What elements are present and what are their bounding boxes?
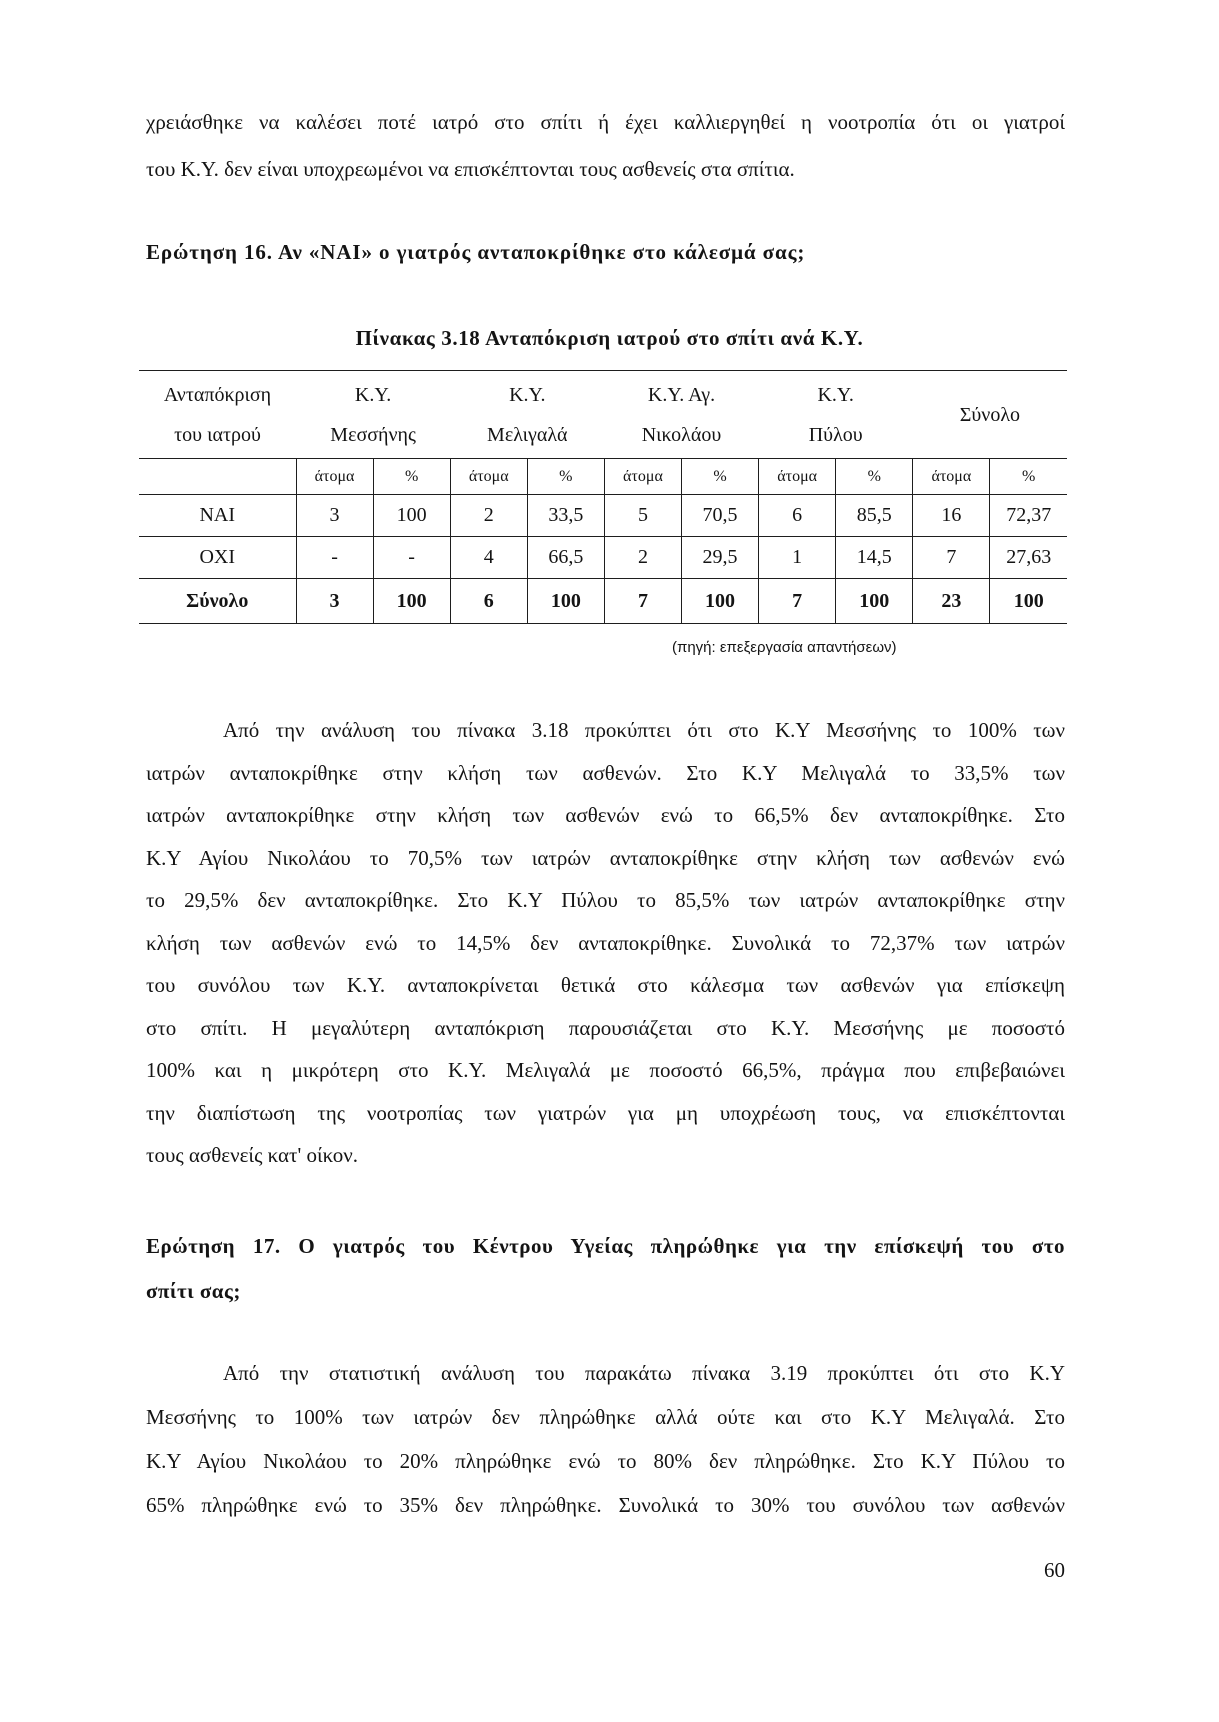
- table-cell: 2: [604, 537, 681, 579]
- table-cell: 27,63: [990, 537, 1067, 579]
- header-text: Κ.Υ.: [509, 383, 546, 406]
- table-row-yes: [139, 495, 1067, 537]
- table-cell: 3: [296, 579, 373, 624]
- paragraph-line: 100% και η μικρότερη στο Κ.Υ. Μελιγαλά με ποσοστό 66,5%, πράγμα που επιβεβαιώνει: [146, 1058, 1065, 1082]
- table-cell: 33,5: [527, 495, 604, 537]
- header-text: Νικολάου: [641, 423, 722, 446]
- table-cell: 66,5: [527, 537, 604, 579]
- subheader-percent: %: [527, 459, 604, 495]
- table-cell: 6: [450, 579, 527, 624]
- table-row-total: [139, 579, 1067, 624]
- table-cell: 3: [296, 495, 373, 537]
- paragraph-line: του συνόλου των Κ.Υ. ανταποκρίνεται θετικά στο κάλεσμα των ασθενών για επίσκεψη: [146, 973, 1065, 997]
- question-line: Ερώτηση 17. Ο γιατρός του Κέντρου Υγείας πληρώθηκε για την επίσκεψή του στο: [146, 1234, 1065, 1258]
- page-number: 60: [1044, 1558, 1065, 1582]
- table-cell: 29,5: [681, 537, 758, 579]
- header-text: Ανταπόκριση: [163, 383, 272, 406]
- table-subheader-row: [139, 459, 1067, 495]
- column-group-header: [296, 371, 450, 459]
- table-cell: -: [373, 537, 450, 579]
- column-group-header: [604, 371, 758, 459]
- paragraph-line: 65% πληρώθηκε ενώ το 35% δεν πληρώθηκε. Συνολικά το 30% του συνόλου των ασθενών: [146, 1493, 1065, 1517]
- intro-paragraph: [146, 99, 1065, 193]
- row-label: Σύνολο: [139, 579, 296, 624]
- question-heading: [146, 1224, 1065, 1314]
- paragraph-line: Από την στατιστική ανάλυση του παρακάτω πίνακα 3.19 προκύπτει ότι στο Κ.Υ: [223, 1361, 1065, 1385]
- table-cell: 72,37: [990, 495, 1067, 537]
- paragraph-line: την διαπίστωση της νοοτροπίας των γιατρών για μη υποχρέωση τους, να επισκέπτονται: [146, 1100, 1065, 1125]
- table-cell: 7: [913, 537, 990, 579]
- question-line: σπίτι σας;: [146, 1279, 241, 1303]
- paragraph-line: στο σπίτι. Η μεγαλύτερη ανταπόκριση παρουσιάζεται στο Κ.Υ. Μεσσήνης με ποσοστό: [146, 1015, 1065, 1040]
- paragraph-line: Μεσσήνης το 100% των ιατρών δεν πληρώθηκε αλλά ούτε και στο Κ.Υ Μελιγαλά. Στο: [146, 1405, 1065, 1429]
- table-source-note: (πηγή: επεξεργασία απαντήσεων): [672, 639, 897, 656]
- analysis-paragraph: [146, 1351, 1065, 1527]
- row-label: ΟΧΙ: [139, 537, 296, 579]
- table-cell: 2: [450, 495, 527, 537]
- table-cell: 1: [759, 537, 836, 579]
- paragraph-line: Κ.Υ Αγίου Νικολάου το 70,5% των ιατρών ανταποκρίθηκε στην κλήση των ασθενών ενώ: [146, 845, 1065, 870]
- table-cell: 100: [681, 579, 758, 624]
- header-text: Κ.Υ. Αγ.: [647, 383, 716, 406]
- header-text: Κ.Υ.: [817, 383, 854, 406]
- row-header-cell: [139, 371, 296, 459]
- table-cell: -: [296, 537, 373, 579]
- subheader-count: άτομα: [296, 459, 373, 495]
- table-row-no: [139, 537, 1067, 579]
- paragraph-line: Κ.Υ Αγίου Νικολάου το 20% πληρώθηκε ενώ το 80% δεν πληρώθηκε. Στο Κ.Υ Πύλου το: [146, 1449, 1065, 1473]
- table-cell: 100: [527, 579, 604, 624]
- paragraph-line: χρειάσθηκε να καλέσει ποτέ ιατρό στο σπίτι ή έχει καλλιεργηθεί η νοοτροπία ότι οι γιατροί: [146, 110, 1065, 134]
- column-group-header: [450, 371, 604, 459]
- column-group-header: [759, 371, 913, 459]
- table-cell: 23: [913, 579, 990, 624]
- table-cell: 4: [450, 537, 527, 579]
- table-cell: 16: [913, 495, 990, 537]
- paragraph-line: κλήση των ασθενών ενώ το 14,5% δεν ανταποκρίθηκε. Συνολικά το 72,37% των ιατρών: [146, 930, 1065, 955]
- subheader-count: άτομα: [759, 459, 836, 495]
- header-text: Πύλου: [808, 423, 863, 446]
- table-cell: 100: [373, 495, 450, 537]
- table-cell: 5: [604, 495, 681, 537]
- table-cell: 14,5: [836, 537, 913, 579]
- subheader-count: άτομα: [913, 459, 990, 495]
- table-cell: 85,5: [836, 495, 913, 537]
- table-cell: 7: [604, 579, 681, 624]
- table-caption: Πίνακας 3.18 Ανταπόκριση ιατρού στο σπίτι ανά Κ.Υ.: [355, 326, 864, 350]
- row-label: ΝΑΙ: [139, 495, 296, 537]
- table-cell: 100: [373, 579, 450, 624]
- paragraph-line: ιατρών ανταποκρίθηκε στην κλήση των ασθενών ενώ το 66,5% δεν ανταποκρίθηκε. Στο: [146, 803, 1065, 827]
- subheader-percent: %: [836, 459, 913, 495]
- header-text: Κ.Υ.: [354, 383, 392, 406]
- header-text: Μελιγαλά: [487, 423, 568, 446]
- paragraph-line: Από την ανάλυση του πίνακα 3.18 προκύπτει ότι στο Κ.Υ Μεσσήνης το 100% των: [223, 718, 1065, 742]
- header-text: Μεσσήνης: [330, 423, 416, 446]
- subheader-percent: %: [681, 459, 758, 495]
- header-text: του ιατρού: [174, 423, 261, 446]
- table-cell: 100: [990, 579, 1067, 624]
- question-heading: Ερώτηση 16. Αν «ΝΑΙ» ο γιατρός ανταποκρίθηκε στο κάλεσμά σας;: [146, 240, 806, 264]
- response-table: [139, 370, 1067, 624]
- subheader-count: άτομα: [450, 459, 527, 495]
- table-cell: 100: [836, 579, 913, 624]
- header-text: Σύνολο: [959, 403, 1021, 426]
- table-header-row: [139, 371, 1067, 459]
- paragraph-line: του Κ.Υ. δεν είναι υποχρεωμένοι να επισκέπτονται τους ασθενείς στα σπίτια.: [146, 157, 795, 181]
- total-column-header: [913, 371, 1067, 459]
- table-cell: 7: [759, 579, 836, 624]
- paragraph-line: το 29,5% δεν ανταποκρίθηκε. Στο Κ.Υ Πύλου το 85,5% των ιατρών ανταποκρίθηκε στην: [146, 888, 1065, 912]
- paragraph-line: ιατρών ανταποκρίθηκε στην κλήση των ασθενών. Στο Κ.Υ Μελιγαλά το 33,5% των: [146, 760, 1065, 785]
- table-cell: 6: [759, 495, 836, 537]
- subheader-percent: %: [373, 459, 450, 495]
- table-cell: 70,5: [681, 495, 758, 537]
- empty-cell: [139, 459, 296, 495]
- subheader-count: άτομα: [604, 459, 681, 495]
- subheader-percent: %: [990, 459, 1067, 495]
- paragraph-line: τους ασθενείς κατ' οίκον.: [146, 1143, 359, 1167]
- analysis-paragraph: [146, 709, 1065, 1177]
